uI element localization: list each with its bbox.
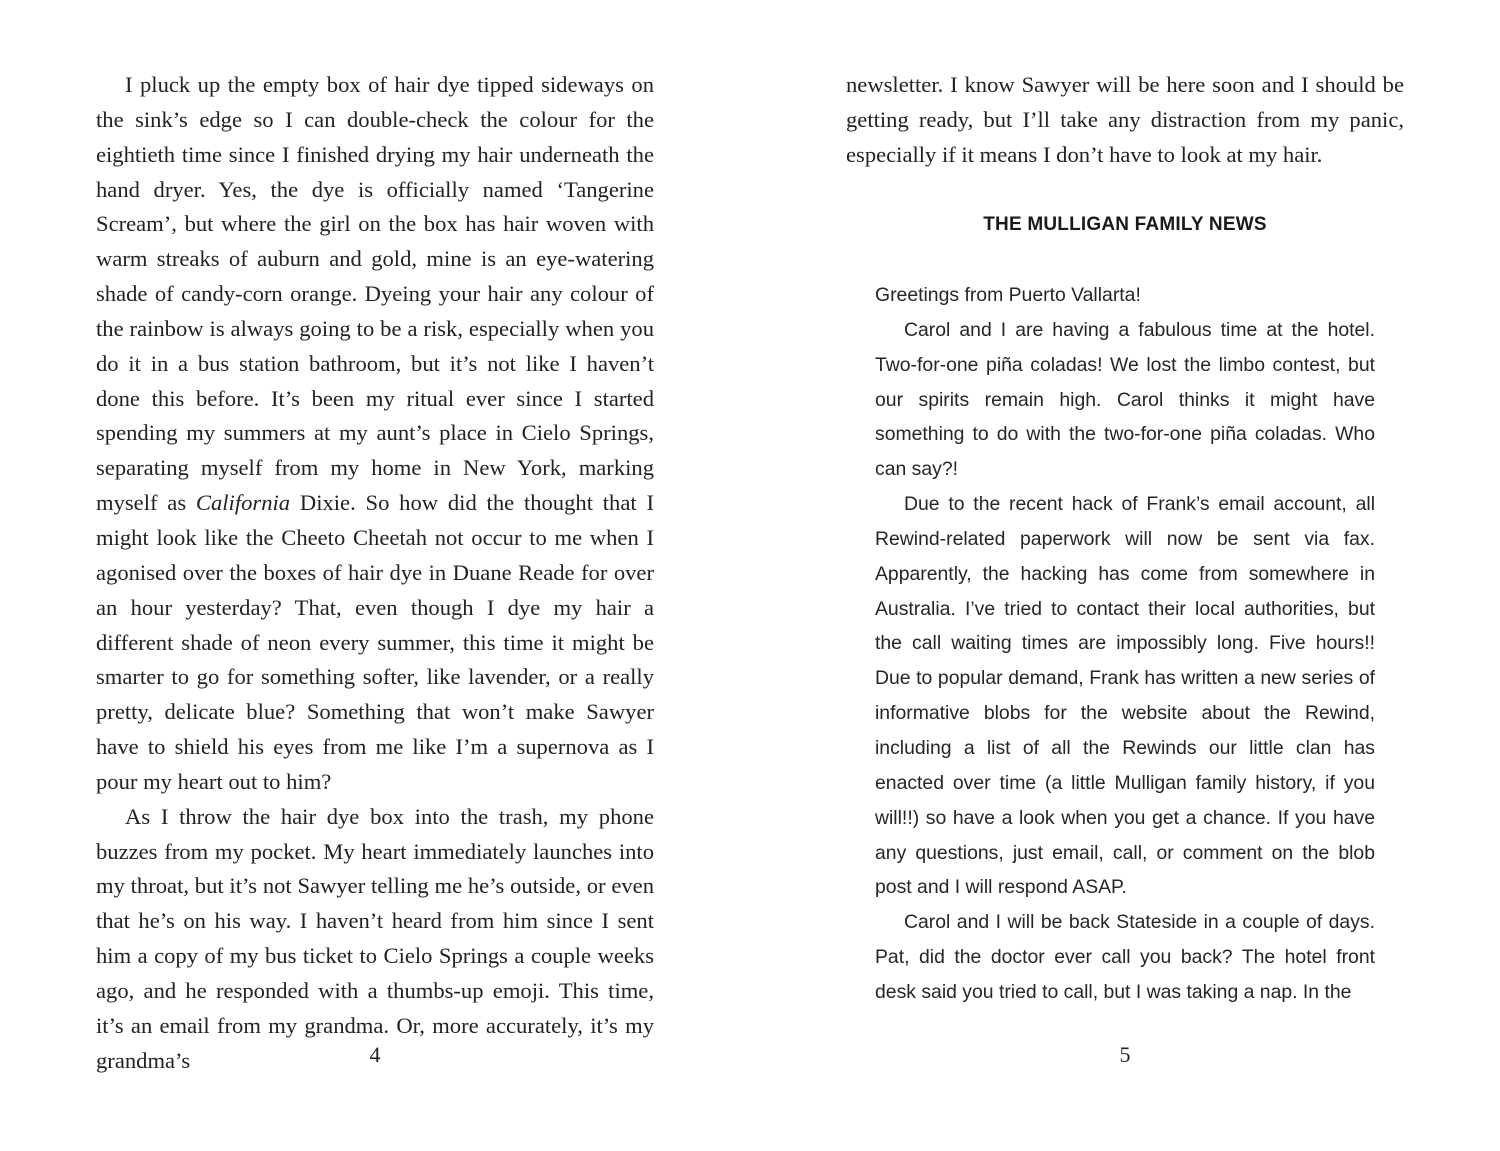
right-page-lead	[846, 68, 1404, 173]
right-page	[750, 0, 1500, 1151]
newsletter-paragraph-hotel: Carol and I are having a fabulous time at the hotel. Two-for-one piña coladas! We lost the limbo contest, but our spirits remain high. Carol thinks it might have something to do with the two-for-one piña coladas. Who can say?!	[875, 318, 1375, 481]
paragraph-newsletter-lead: newsletter. I know Sawyer will be here soon and I should be getting ready, but I’ll take any distraction from my panic, especially if it means I don’t have to look at my hair.	[846, 72, 1404, 167]
paragraph-hair-dye-text-start: I pluck up the empty box of hair dye tipped sideways on the sink’s edge so I can double-check the colour for the eightieth time since I finished drying my hair underneath the hand dryer. Yes, the dye is officially named ‘Tangerine Scream’, but where the girl on the box has hair woven with warm streaks of auburn and gold, mine is an eye-watering shade of candy-corn orange. Dyeing your hair any colour of the rainbow is always going to be a risk, especially when you do it in a bus station bathroom, but it’s not like I haven’t done this before. It’s been my ritual ever since I started spending my summers at my aunt’s place in Cielo Springs, separating myself from my home in New York, marking myself as	[96, 72, 654, 516]
paragraph-phone-buzz: As I throw the hair dye box into the trash, my phone buzzes from my pocket. My heart immediately launches into my throat, but it’s not Sawyer telling me he’s outside, or even that he’s on his way. I haven’t heard from him since I sent him a copy of my bus ticket to Cielo Springs a couple weeks ago, and he responded with a thumbs-up emoji. This time, it’s an email from my grandma. Or, more accurately, it’s my grandma’s	[96, 803, 654, 1073]
italic-california: California	[195, 490, 291, 516]
paragraph-hair-dye	[96, 68, 654, 800]
newsletter-body	[875, 278, 1375, 1010]
newsletter-paragraph-stateside: Carol and I will be back Stateside in a couple of days. Pat, did the doctor ever call you back? The hotel front desk said you tried to call, but I was taking a nap. In the	[875, 911, 1375, 1003]
left-page-body	[96, 68, 654, 1078]
paragraph-hair-dye-text-end: Dixie. So how did the thought that I might look like the Cheeto Cheetah not occur to me when I agonised over the boxes of hair dye in Duane Reade for over an hour yesterday? That, even though I dye my hair a different shade of neon every summer, this time it might be smarter to go for something softer, like lavender, or a really pretty, delicate blue? Something that won’t make Sawyer have to shield his eyes from me like I’m a supernova as I pour my heart out to him?	[96, 490, 654, 794]
newsletter-heading: THE MULLIGAN FAMILY NEWS	[983, 214, 1267, 235]
newsletter-greeting: Greetings from Puerto Vallarta!	[875, 284, 1141, 306]
page-number-left: 4	[369, 1042, 381, 1067]
page-number-right: 5	[1119, 1042, 1131, 1067]
newsletter-paragraph-hack: Due to the recent hack of Frank’s email account, all Rewind-related paperwork will now be sent via fax. Apparently, the hacking has come from somewhere in Australia. I’ve tried to contact their local authorities, but the call waiting times are impossibly long. Five hours!! Due to popular demand, Frank has written a new series of informative blobs for the website about the Rewind, including a list of all the Rewinds our little clan has enacted over time (a little Mulligan family history, if you will!!) so have a look when you get a chance. If you have any questions, just email, call, or comment on the blob post and I will respond ASAP.	[875, 493, 1375, 899]
